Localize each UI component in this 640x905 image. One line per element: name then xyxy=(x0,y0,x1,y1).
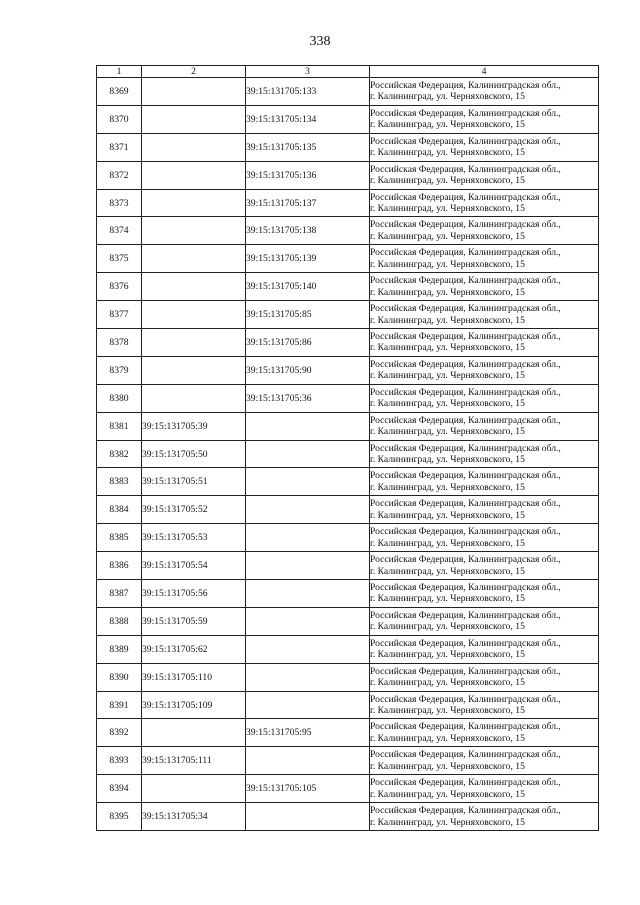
cadastral-number-col2: 39:15:131705:109 xyxy=(142,691,246,719)
cadastral-number-col2 xyxy=(142,78,246,106)
table-row xyxy=(97,663,599,691)
address-cell xyxy=(370,189,599,217)
cadastral-number-col3 xyxy=(246,468,370,496)
table-row xyxy=(97,803,599,831)
address-cell xyxy=(370,580,599,608)
row-number: 8386 xyxy=(97,552,142,580)
address-line-1: Российская Федерация, Калининградская обл., xyxy=(370,581,561,593)
address-line-2: г. Калининград, ул. Черняховского, 15 xyxy=(370,286,525,298)
address-line-1: Российская Федерация, Калининградская обл., xyxy=(370,386,561,398)
address-cell xyxy=(370,496,599,524)
cadastral-number-col2 xyxy=(142,301,246,329)
cadastral-number-col2 xyxy=(142,217,246,245)
address-line-1: Российская Федерация, Калининградская обл., xyxy=(370,749,561,761)
cadastral-number-col2: 39:15:131705:111 xyxy=(142,747,246,775)
address-cell xyxy=(370,775,599,803)
address-cell xyxy=(370,412,599,440)
address-cell xyxy=(370,719,599,747)
cadastral-number-col2 xyxy=(142,356,246,384)
address-line-2: г. Калининград, ул. Черняховского, 15 xyxy=(370,481,525,493)
address-line-2: г. Калининград, ул. Черняховского, 15 xyxy=(370,537,525,549)
cadastral-number-col3: 39:15:131705:135 xyxy=(246,133,370,161)
cadastral-number-col3: 39:15:131705:105 xyxy=(246,775,370,803)
cadastral-number-col3: 39:15:131705:134 xyxy=(246,105,370,133)
address-line-1: Российская Федерация, Калининградская обл., xyxy=(370,498,561,510)
address-cell xyxy=(370,552,599,580)
row-number: 8379 xyxy=(97,356,142,384)
table-row xyxy=(97,161,599,189)
table-row xyxy=(97,133,599,161)
address-line-2: г. Калининград, ул. Черняховского, 15 xyxy=(370,677,525,689)
address-line-1: Российская Федерация, Калининградская обл., xyxy=(370,163,561,175)
cadastral-number-col2 xyxy=(142,273,246,301)
row-number: 8372 xyxy=(97,161,142,189)
cadastral-number-col3: 39:15:131705:86 xyxy=(246,329,370,357)
cadastral-number-col2 xyxy=(142,189,246,217)
cadastral-number-col3 xyxy=(246,412,370,440)
cadastral-number-col3 xyxy=(246,663,370,691)
cadastral-number-col2 xyxy=(142,105,246,133)
table-row xyxy=(97,356,599,384)
address-cell xyxy=(370,133,599,161)
address-line-1: Российская Федерация, Калининградская обл., xyxy=(370,693,561,705)
table-row xyxy=(97,273,599,301)
row-number: 8374 xyxy=(97,217,142,245)
row-number: 8392 xyxy=(97,719,142,747)
address-cell xyxy=(370,356,599,384)
address-cell xyxy=(370,329,599,357)
cadastral-number-col2 xyxy=(142,133,246,161)
address-line-1: Российская Федерация, Калининградская обл., xyxy=(370,219,561,231)
row-number: 8388 xyxy=(97,607,142,635)
address-cell xyxy=(370,803,599,831)
cadastral-number-col2: 39:15:131705:54 xyxy=(142,552,246,580)
table-row xyxy=(97,691,599,719)
address-cell xyxy=(370,440,599,468)
table-row xyxy=(97,524,599,552)
cadastral-number-col2: 39:15:131705:34 xyxy=(142,803,246,831)
cadastral-number-col2: 39:15:131705:51 xyxy=(142,468,246,496)
table-row xyxy=(97,747,599,775)
table-row xyxy=(97,440,599,468)
row-number: 8387 xyxy=(97,580,142,608)
column-header-3: 3 xyxy=(246,66,370,78)
table-row xyxy=(97,301,599,329)
address-line-1: Российская Федерация, Калининградская обл., xyxy=(370,414,561,426)
row-number: 8385 xyxy=(97,524,142,552)
table-row xyxy=(97,552,599,580)
cadastral-number-col2: 39:15:131705:50 xyxy=(142,440,246,468)
address-cell xyxy=(370,217,599,245)
address-line-1: Российская Федерация, Калининградская обл., xyxy=(370,554,561,566)
address-cell xyxy=(370,245,599,273)
table-row xyxy=(97,329,599,357)
address-line-1: Российская Федерация, Калининградская обл., xyxy=(370,637,561,649)
address-cell xyxy=(370,635,599,663)
address-line-2: г. Калининград, ул. Черняховского, 15 xyxy=(370,230,525,242)
cadastral-number-col3: 39:15:131705:139 xyxy=(246,245,370,273)
table-row xyxy=(97,78,599,106)
address-line-2: г. Калининград, ул. Черняховского, 15 xyxy=(370,565,525,577)
address-line-1: Российская Федерация, Калининградская обл., xyxy=(370,79,561,91)
table-row xyxy=(97,245,599,273)
row-number: 8394 xyxy=(97,775,142,803)
cadastral-number-col3 xyxy=(246,803,370,831)
cadastral-number-col3 xyxy=(246,524,370,552)
row-number: 8380 xyxy=(97,384,142,412)
address-line-1: Российская Федерация, Калининградская обл., xyxy=(370,303,561,315)
row-number: 8376 xyxy=(97,273,142,301)
row-number: 8377 xyxy=(97,301,142,329)
address-line-2: г. Калининград, ул. Черняховского, 15 xyxy=(370,760,525,772)
address-line-1: Российская Федерация, Калининградская обл., xyxy=(370,135,561,147)
page-number: 338 xyxy=(309,34,331,49)
cadastral-number-col2: 39:15:131705:56 xyxy=(142,580,246,608)
address-line-2: г. Калининград, ул. Черняховского, 15 xyxy=(370,258,525,270)
address-line-2: г. Калининград, ул. Черняховского, 15 xyxy=(370,370,525,382)
address-line-2: г. Калининград, ул. Черняховского, 15 xyxy=(370,593,525,605)
address-line-2: г. Калининград, ул. Черняховского, 15 xyxy=(370,91,525,103)
cadastral-number-col2 xyxy=(142,245,246,273)
table-row xyxy=(97,607,599,635)
cadastral-number-col3: 39:15:131705:137 xyxy=(246,189,370,217)
table-row xyxy=(97,635,599,663)
address-line-2: г. Калининград, ул. Черняховского, 15 xyxy=(370,119,525,131)
address-line-1: Российская Федерация, Калининградская обл., xyxy=(370,442,561,454)
cadastral-number-col3: 39:15:131705:140 xyxy=(246,273,370,301)
cadastral-number-col3 xyxy=(246,580,370,608)
address-cell xyxy=(370,663,599,691)
address-line-2: г. Калининград, ул. Черняховского, 15 xyxy=(370,426,525,438)
address-line-2: г. Калининград, ул. Черняховского, 15 xyxy=(370,454,525,466)
row-number: 8381 xyxy=(97,412,142,440)
row-number: 8370 xyxy=(97,105,142,133)
address-cell xyxy=(370,607,599,635)
address-line-1: Российская Федерация, Калининградская обл., xyxy=(370,665,561,677)
address-cell xyxy=(370,691,599,719)
address-line-1: Российская Федерация, Калининградская обл., xyxy=(370,777,561,789)
table-row xyxy=(97,105,599,133)
cadastral-number-col3 xyxy=(246,496,370,524)
cadastral-number-col3: 39:15:131705:138 xyxy=(246,217,370,245)
address-cell xyxy=(370,105,599,133)
address-line-2: г. Калининград, ул. Черняховского, 15 xyxy=(370,175,525,187)
table-row xyxy=(97,775,599,803)
column-header-2: 2 xyxy=(142,66,246,78)
address-cell xyxy=(370,384,599,412)
cadastral-number-col2 xyxy=(142,329,246,357)
table-row xyxy=(97,384,599,412)
row-number: 8383 xyxy=(97,468,142,496)
row-number: 8384 xyxy=(97,496,142,524)
table-row xyxy=(97,719,599,747)
address-line-2: г. Калининград, ул. Черняховского, 15 xyxy=(370,788,525,800)
cadastral-number-col2: 39:15:131705:39 xyxy=(142,412,246,440)
row-number: 8395 xyxy=(97,803,142,831)
cadastral-number-col2 xyxy=(142,719,246,747)
row-number: 8378 xyxy=(97,329,142,357)
cadastral-number-col3: 39:15:131705:133 xyxy=(246,78,370,106)
address-line-1: Российская Федерация, Калининградская обл., xyxy=(370,470,561,482)
cadastral-number-col3 xyxy=(246,635,370,663)
cadastral-number-col3: 39:15:131705:95 xyxy=(246,719,370,747)
cadastral-number-col3 xyxy=(246,747,370,775)
address-line-1: Российская Федерация, Калининградская обл., xyxy=(370,330,561,342)
row-number: 8382 xyxy=(97,440,142,468)
address-line-2: г. Калининград, ул. Черняховского, 15 xyxy=(370,203,525,214)
table-row xyxy=(97,468,599,496)
address-line-2: г. Калининград, ул. Черняховского, 15 xyxy=(370,342,525,354)
cadastral-number-col3: 39:15:131705:36 xyxy=(246,384,370,412)
address-line-2: г. Калининград, ул. Черняховского, 15 xyxy=(370,314,525,326)
table-row xyxy=(97,412,599,440)
address-line-1: Российская Федерация, Калининградская обл., xyxy=(370,275,561,287)
address-cell xyxy=(370,524,599,552)
cadastral-number-col2 xyxy=(142,384,246,412)
cadastral-number-col2: 39:15:131705:62 xyxy=(142,635,246,663)
address-line-1: Российская Федерация, Калининградская обл., xyxy=(370,609,561,621)
row-number: 8393 xyxy=(97,747,142,775)
table-row xyxy=(97,189,599,217)
table-row xyxy=(97,580,599,608)
cadastral-number-col3: 39:15:131705:90 xyxy=(246,356,370,384)
address-cell xyxy=(370,468,599,496)
cadastral-number-col2: 39:15:131705:59 xyxy=(142,607,246,635)
address-cell xyxy=(370,301,599,329)
address-line-1: Российская Федерация, Калининградская обл., xyxy=(370,805,561,817)
address-line-2: г. Калининград, ул. Черняховского, 15 xyxy=(370,621,525,633)
address-line-2: г. Калининград, ул. Черняховского, 15 xyxy=(370,147,525,159)
address-line-2: г. Калининград, ул. Черняховского, 15 xyxy=(370,732,525,744)
row-number: 8391 xyxy=(97,691,142,719)
cadastral-number-col2 xyxy=(142,161,246,189)
row-number: 8390 xyxy=(97,663,142,691)
address-cell xyxy=(370,161,599,189)
table-body xyxy=(97,78,599,831)
cadastral-number-col3 xyxy=(246,552,370,580)
address-cell xyxy=(370,747,599,775)
address-line-1: Российская Федерация, Калининградская обл., xyxy=(370,191,561,203)
row-number: 8389 xyxy=(97,635,142,663)
address-line-1: Российская Федерация, Калининградская обл., xyxy=(370,358,561,370)
address-line-2: г. Калининград, ул. Черняховского, 15 xyxy=(370,705,525,717)
row-number: 8371 xyxy=(97,133,142,161)
address-line-2: г. Калининград, ул. Черняховского, 15 xyxy=(370,398,525,410)
cadastral-number-col3: 39:15:131705:85 xyxy=(246,301,370,329)
address-line-2: г. Калининград, ул. Черняховского, 15 xyxy=(370,649,525,661)
cadastral-number-col3: 39:15:131705:136 xyxy=(246,161,370,189)
address-line-1: Российская Федерация, Калининградская обл., xyxy=(370,526,561,538)
address-line-2: г. Калининград, ул. Черняховского, 15 xyxy=(370,509,525,521)
column-header-1: 1 xyxy=(97,66,142,78)
column-header-4: 4 xyxy=(370,66,599,78)
address-cell xyxy=(370,273,599,301)
header-row xyxy=(97,66,599,78)
address-line-1: Российская Федерация, Калининградская обл., xyxy=(370,721,561,733)
registry-table xyxy=(96,65,599,831)
cadastral-number-col3 xyxy=(246,691,370,719)
table-header xyxy=(97,66,599,78)
cadastral-number-col2: 39:15:131705:110 xyxy=(142,663,246,691)
address-line-1: Российская Федерация, Калининградская обл., xyxy=(370,107,561,119)
address-line-1: Российская Федерация, Калининградская обл., xyxy=(370,247,561,259)
row-number: 8369 xyxy=(97,78,142,106)
address-line-2: г. Калининград, ул. Черняховского, 15 xyxy=(370,816,525,828)
cadastral-number-col2 xyxy=(142,775,246,803)
table-row xyxy=(97,496,599,524)
cadastral-number-col2: 39:15:131705:53 xyxy=(142,524,246,552)
cadastral-number-col2: 39:15:131705:52 xyxy=(142,496,246,524)
cadastral-number-col3 xyxy=(246,440,370,468)
table-row xyxy=(97,217,599,245)
row-number: 8373 xyxy=(97,189,142,217)
address-cell xyxy=(370,78,599,106)
row-number: 8375 xyxy=(97,245,142,273)
cadastral-number-col3 xyxy=(246,607,370,635)
